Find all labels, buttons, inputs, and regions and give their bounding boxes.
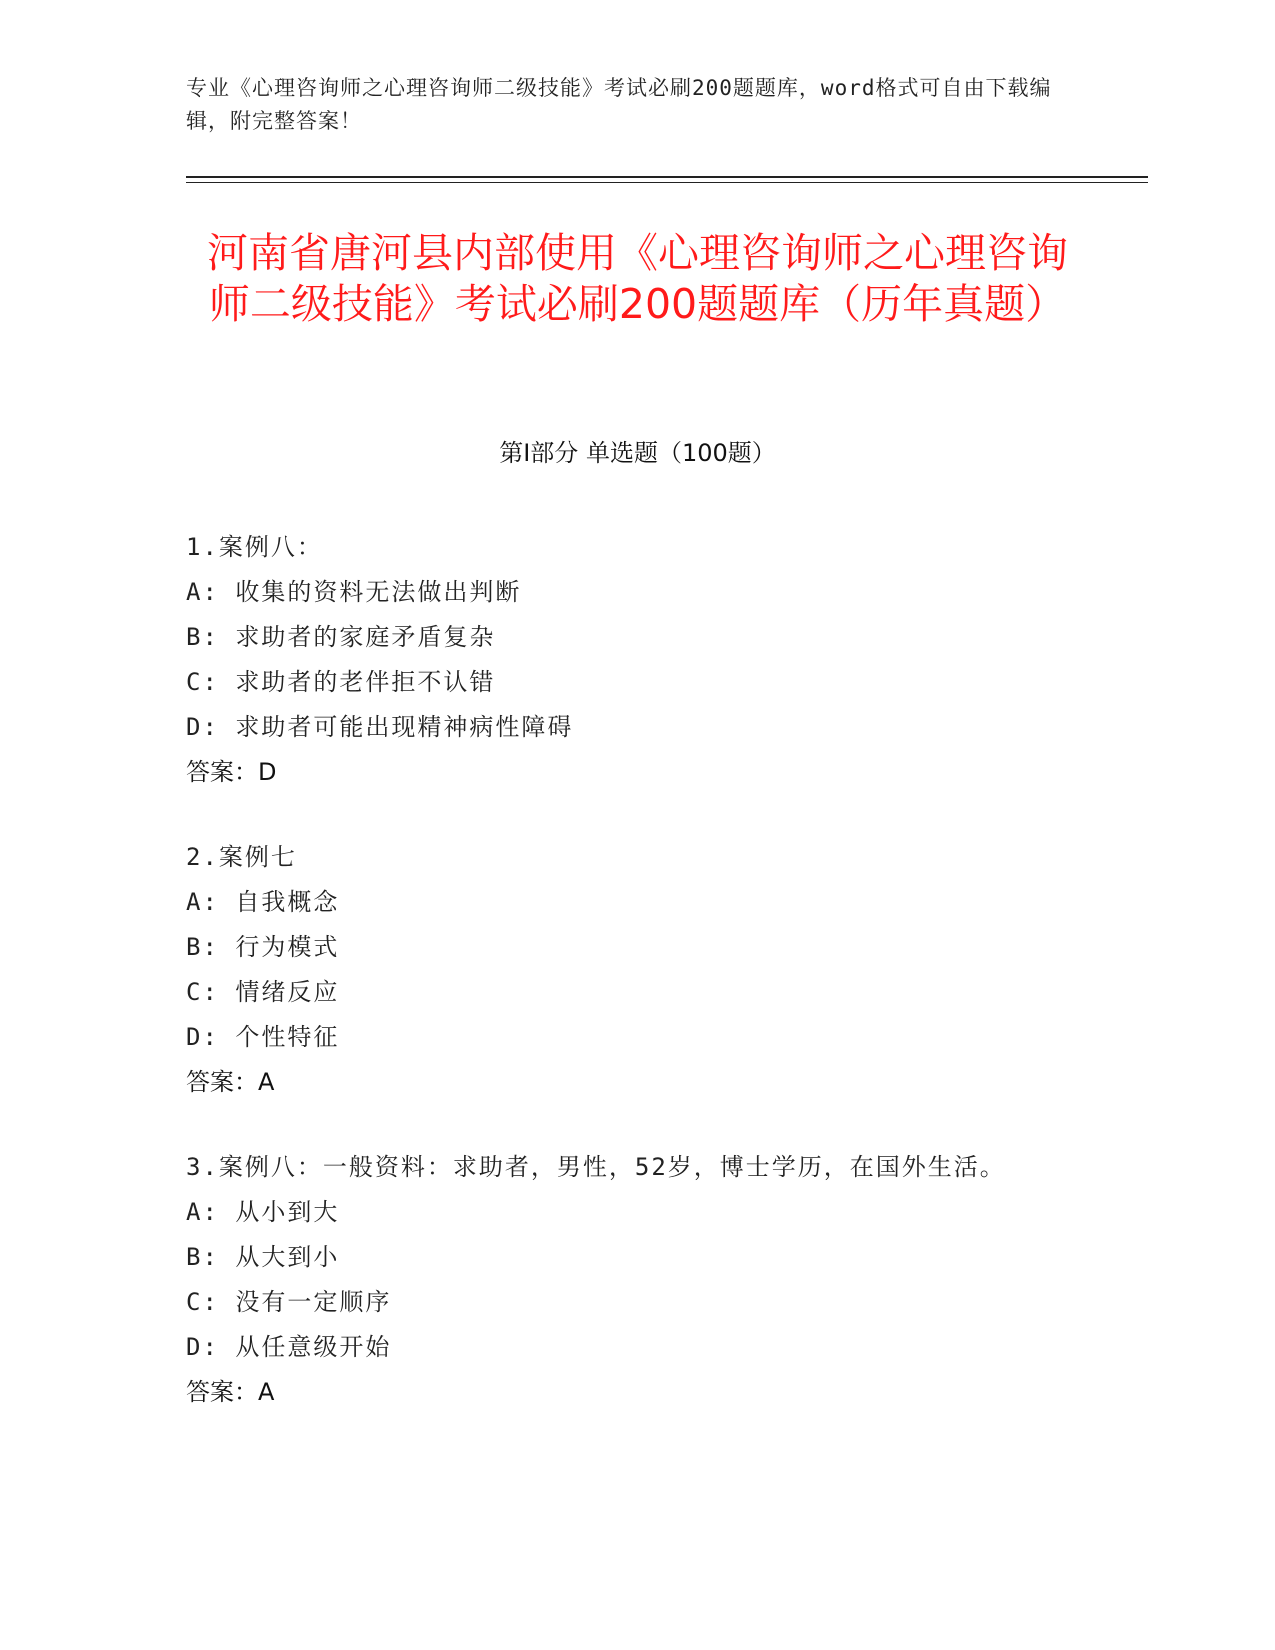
section-title: 第Ⅰ部分 单选题（100题） [499, 439, 776, 467]
option-b: B: 行为模式 [186, 933, 340, 961]
answer: 答案：A [186, 1068, 275, 1096]
option-d: D: 求助者可能出现精神病性障碍 [186, 713, 574, 741]
question-stem: 1.案例八： [186, 533, 323, 561]
answer: 答案：A [186, 1378, 275, 1406]
option-c: C: 没有一定顺序 [186, 1288, 392, 1316]
question-stem: 3.案例八：一般资料：求助者，男性，52岁，博士学历，在国外生活。 [186, 1153, 1006, 1181]
option-a: A: 收集的资料无法做出判断 [186, 578, 522, 606]
question-list [186, 525, 1066, 1455]
question-1 [186, 525, 1066, 795]
option-a: A: 从小到大 [186, 1198, 340, 1226]
option-d: D: 个性特征 [186, 1023, 340, 1051]
question-3 [186, 1145, 1066, 1415]
option-b: B: 从大到小 [186, 1243, 340, 1271]
document-title: 河南省唐河县内部使用《心理咨询师之心理咨询师二级技能》考试必刷200题题库（历年真题） [207, 229, 1068, 328]
option-c: C: 情绪反应 [186, 978, 340, 1006]
question-stem: 2.案例七 [186, 843, 297, 871]
header-note: 专业《心理咨询师之心理咨询师二级技能》考试必刷200题题库，word格式可自由下载编辑，附完整答案！ [186, 76, 1052, 133]
option-d: D: 从任意级开始 [186, 1333, 392, 1361]
option-c: C: 求助者的老伴拒不认错 [186, 668, 496, 696]
option-b: B: 求助者的家庭矛盾复杂 [186, 623, 496, 651]
header-divider-thin [186, 182, 1148, 183]
option-a: A: 自我概念 [186, 888, 340, 916]
answer: 答案：D [186, 758, 277, 786]
question-2 [186, 835, 1066, 1105]
header-divider-thick [186, 176, 1148, 178]
